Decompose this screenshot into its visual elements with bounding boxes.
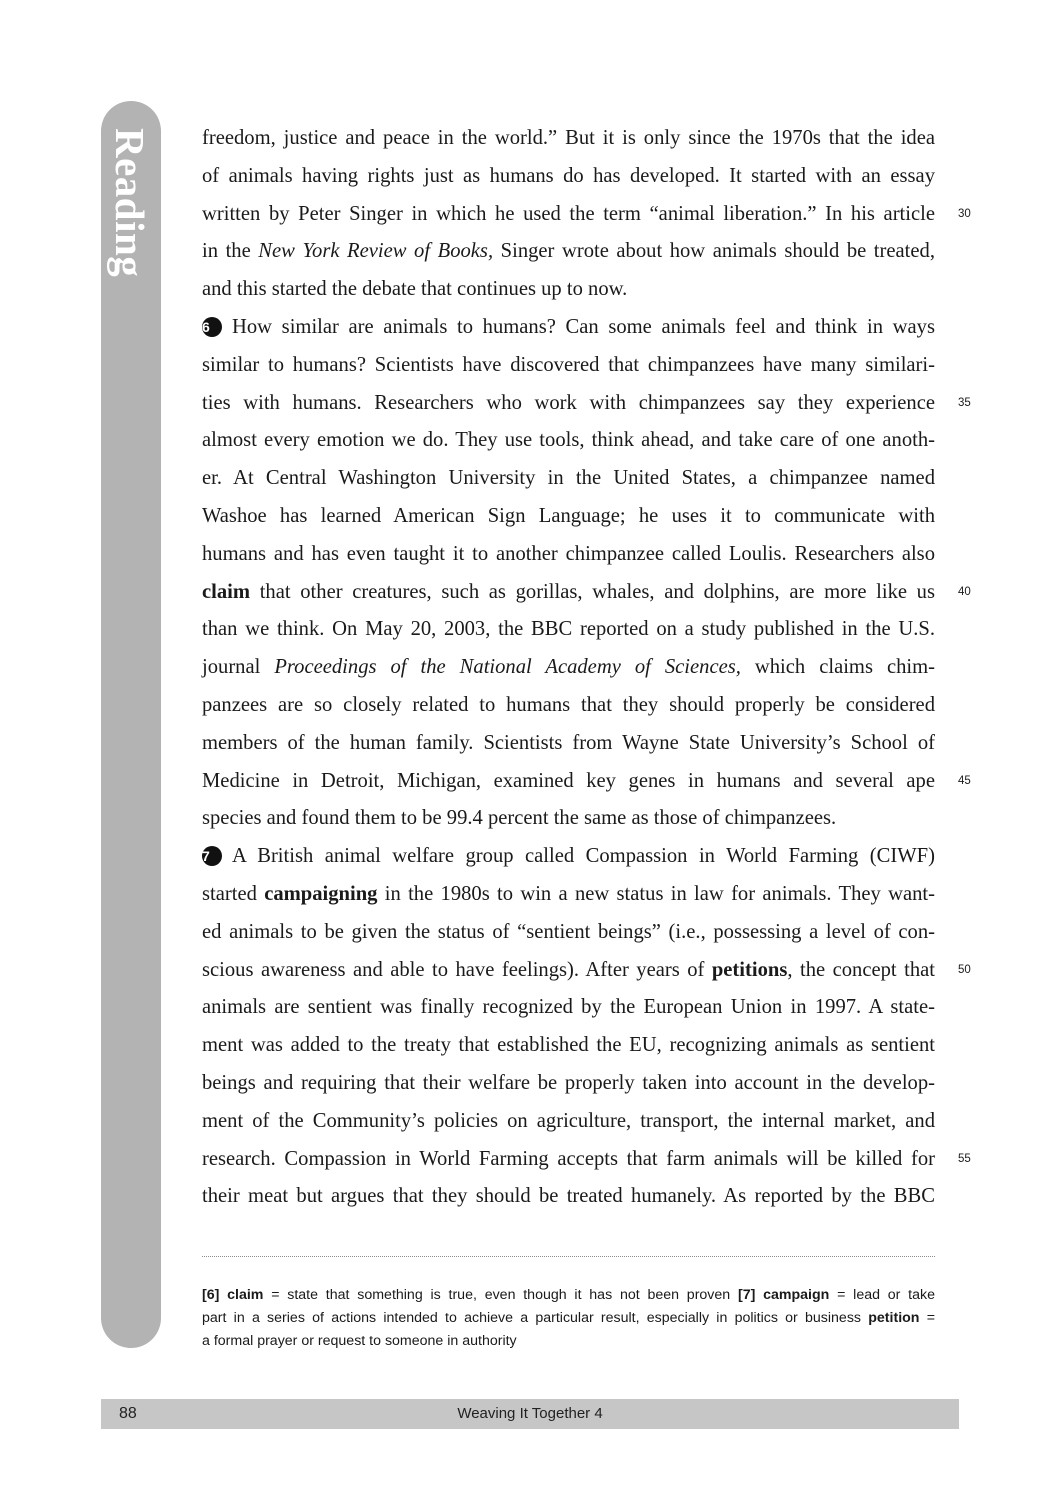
italic-title: New York Review of Books, xyxy=(258,240,494,263)
text-line xyxy=(202,271,935,309)
text-run: part in a series of actions intended to achieve a particular result, especially in politics or business xyxy=(202,1310,869,1326)
text-run: How similar are animals to humans? Can some animals feel and think in ways xyxy=(232,315,935,338)
text-run: research. Compassion in World Farming accepts that farm animals will be killed for xyxy=(202,1147,935,1170)
text-line xyxy=(202,800,935,838)
paragraph-number: 7 xyxy=(202,846,222,866)
text-run: that other creatures, such as gorillas, whales, and dolphins, are more like us xyxy=(250,580,935,603)
text-line xyxy=(202,763,935,801)
italic-title: Proceedings of the National Academy of Sciences, xyxy=(274,656,741,679)
bold-term: [7] campaign xyxy=(737,1287,830,1303)
bold-term: petitions xyxy=(711,958,788,981)
text-run: A British animal welfare group called Compassion in World Farming (CIWF) xyxy=(232,845,935,868)
bold-term: campaigning xyxy=(264,882,378,905)
text-line xyxy=(202,1065,935,1103)
line-number: 35 xyxy=(958,396,971,409)
text-line xyxy=(202,422,935,460)
text-line xyxy=(202,1141,935,1179)
text-run: written by Peter Singer in which he used the term “animal liberation.” In his article xyxy=(202,202,935,225)
text-line xyxy=(202,1103,935,1141)
text-run: ed animals to be given the status of “sentient beings” (i.e., possessing a level of con- xyxy=(202,920,935,943)
text-run: , the concept that xyxy=(787,958,935,981)
text-line xyxy=(202,876,935,914)
text-run: ment of the Community’s policies on agriculture, transport, the internal market, and xyxy=(202,1109,935,1132)
bold-term: [6] claim xyxy=(202,1287,264,1303)
text-line xyxy=(202,989,935,1027)
line-number: 45 xyxy=(958,774,971,787)
text-run: of animals having rights just as humans do has developed. It started with an essay xyxy=(202,164,935,187)
text-line xyxy=(202,952,935,990)
text-run: similar to humans? Scientists have discovered that chimpanzees have many similari- xyxy=(202,353,935,376)
page-number: 88 xyxy=(119,1405,137,1422)
text-run: almost every emotion we do. They use tools, think ahead, and take care of one anoth- xyxy=(202,429,935,452)
text-run: = lead or take xyxy=(829,1287,936,1303)
text-run: their meat but argues that they should be treated humanely. As reported by the BBC xyxy=(202,1185,935,1208)
text-run: a formal prayer or request to someone in authority xyxy=(202,1333,517,1349)
text-run: scious awareness and able to have feelings). After years of xyxy=(202,958,712,981)
line-number: 50 xyxy=(958,963,971,976)
text-run: Medicine in Detroit, Michigan, examined key genes in humans and several ape xyxy=(202,769,935,792)
text-line xyxy=(202,158,935,196)
text-run: animals are sentient was finally recognized by the European Union in 1997. A state- xyxy=(202,996,935,1019)
text-run: and this started the debate that continues up to now. xyxy=(202,278,628,301)
section-tab xyxy=(101,101,161,1348)
text-line xyxy=(202,536,935,574)
text-run: humans and has even taught it to another chimpanzee called Loulis. Researchers also xyxy=(202,542,935,565)
text-run: = xyxy=(919,1310,935,1326)
text-line xyxy=(202,649,935,687)
text-line xyxy=(202,914,935,952)
text-line xyxy=(202,838,935,876)
text-run: members of the human family. Scientists from Wayne State University’s School of xyxy=(202,731,935,754)
glossary-line xyxy=(202,1330,935,1353)
reading-passage xyxy=(202,120,935,1216)
text-run: than we think. On May 20, 2003, the BBC reported on a study published in the U.S. xyxy=(202,618,935,641)
text-run: in the 1980s to win a new status in law for animals. They want- xyxy=(377,882,935,905)
glossary-line xyxy=(202,1284,935,1307)
text-line xyxy=(202,347,935,385)
text-run: ment was added to the treaty that established the EU, recognizing animals as sentient xyxy=(202,1034,935,1057)
line-number: 30 xyxy=(958,207,971,220)
text-run: beings and requiring that their welfare be properly taken into account in the develop- xyxy=(202,1071,935,1094)
text-line xyxy=(202,1027,935,1065)
text-run: in the xyxy=(202,240,259,263)
text-line xyxy=(202,309,935,347)
text-line xyxy=(202,120,935,158)
text-line xyxy=(202,196,935,234)
glossary-divider xyxy=(202,1256,935,1257)
text-line xyxy=(202,233,935,271)
glossary-line xyxy=(202,1307,935,1330)
text-run: which claims chim- xyxy=(740,656,935,679)
text-line xyxy=(202,385,935,423)
text-run: panzees are so closely related to humans that they should properly be considered xyxy=(202,693,935,716)
text-run: Singer wrote about how animals should be treated, xyxy=(493,240,935,263)
text-run: species and found them to be 99.4 percent the same as those of chimpanzees. xyxy=(202,807,837,830)
text-line xyxy=(202,611,935,649)
text-run: Washoe has learned American Sign Language; he uses it to communicate with xyxy=(202,504,935,527)
text-line xyxy=(202,574,935,612)
page-footer xyxy=(101,1399,959,1429)
text-line xyxy=(202,725,935,763)
paragraph-number: 6 xyxy=(202,317,222,337)
text-line xyxy=(202,1178,935,1216)
bold-term: petition xyxy=(868,1310,920,1326)
text-run: started xyxy=(202,882,265,905)
glossary xyxy=(202,1284,935,1353)
text-run: ties with humans. Researchers who work with chimpanzees say they experience xyxy=(202,391,935,414)
text-run: journal xyxy=(202,656,275,679)
line-number: 55 xyxy=(958,1152,971,1165)
book-title: Weaving It Together 4 xyxy=(457,1405,603,1422)
text-line xyxy=(202,687,935,725)
text-line xyxy=(202,460,935,498)
text-run: freedom, justice and peace in the world.” But it is only since the 1970s that the idea xyxy=(202,127,935,149)
section-tab-label: Reading xyxy=(107,128,153,278)
text-run: er. At Central Washington University in the United States, a chimpanzee named xyxy=(202,467,935,490)
bold-term: claim xyxy=(202,580,251,603)
text-run: = state that something is true, even though it has not been proven xyxy=(263,1287,738,1303)
text-line xyxy=(202,498,935,536)
line-number: 40 xyxy=(958,585,971,598)
